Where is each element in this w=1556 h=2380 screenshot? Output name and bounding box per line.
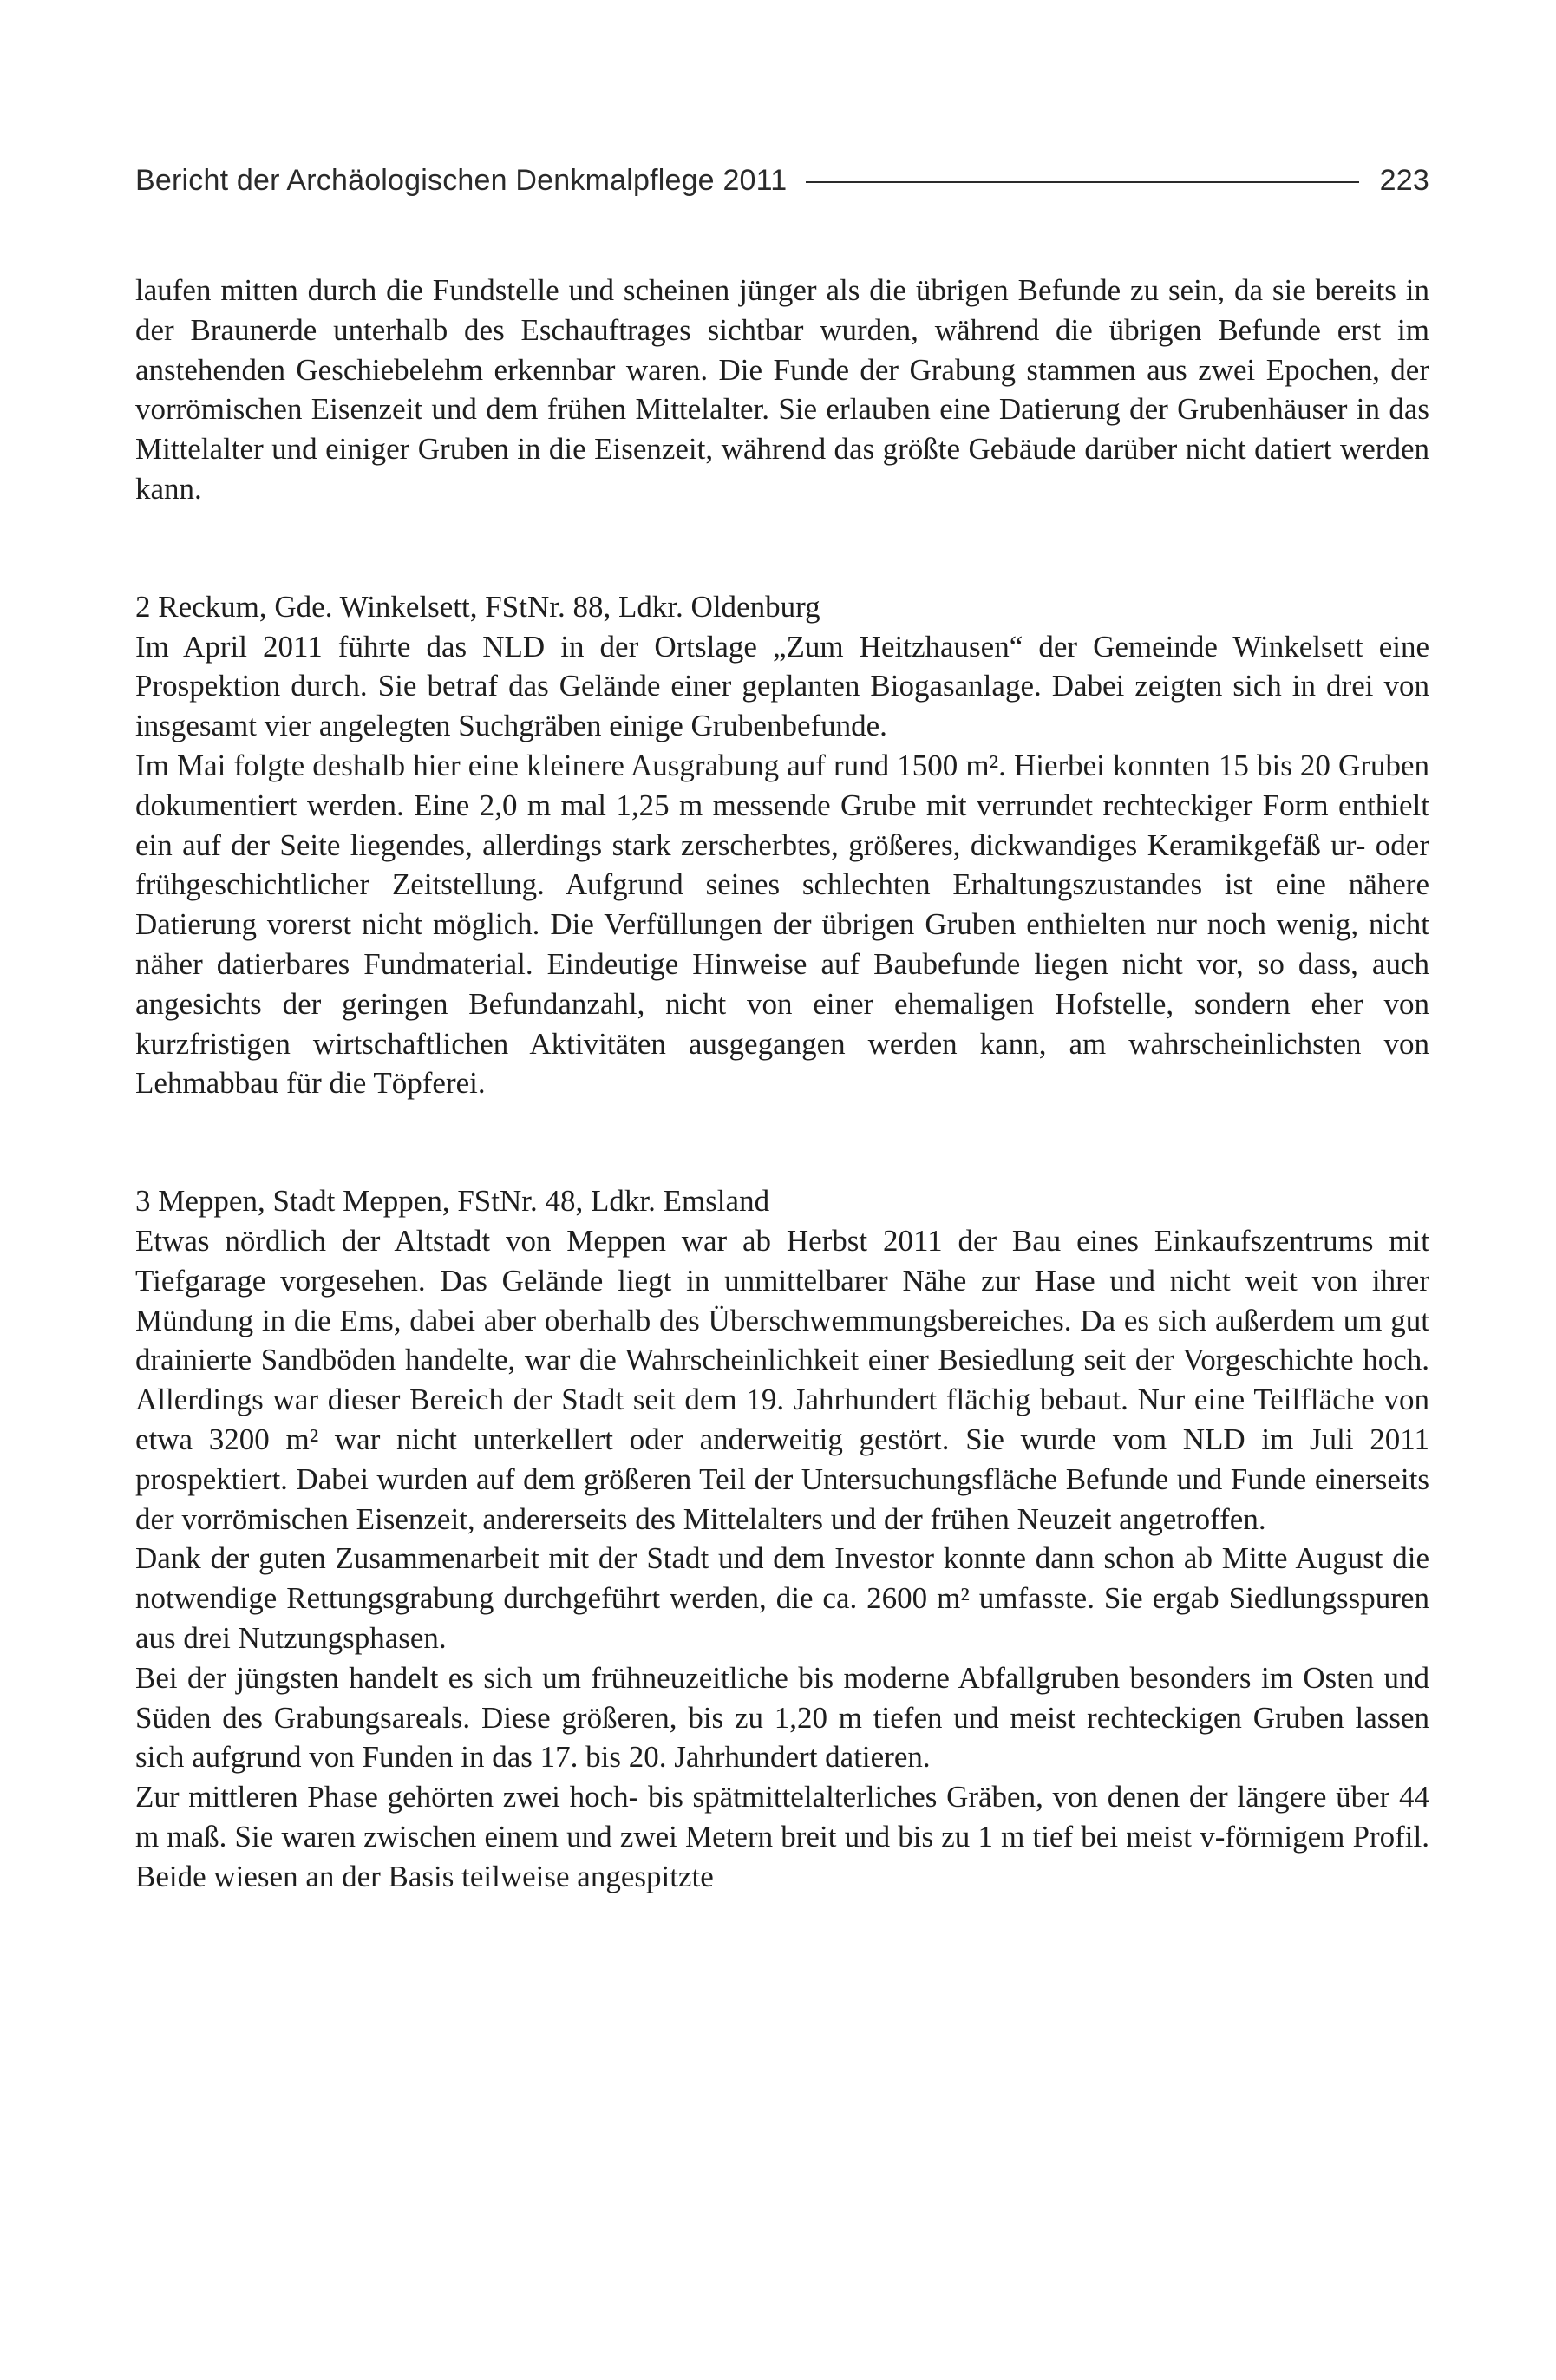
paragraph: Im April 2011 führte das NLD in der Ortslage „Zum Heitzhausen“ der Gemeinde Winkelsett eine Prospektion durch. Sie betraf das Gelände einer geplanten Biogasanlage. Dabei zeigten sich in drei von insgesamt vier angelegten Suchgräben einige Grubenbefunde. bbox=[135, 629, 1429, 743]
paragraph: Etwas nördlich der Altstadt von Meppen war ab Herbst 2011 der Bau eines Einkaufszentrums mit Tiefgarage vorgesehen. Das Gelände liegt in unmittelbarer Nähe zur Hase und nicht weit von ihrer Mündung in die Ems, dabei aber oberhalb des Überschwemmungsbereiches. Da es sich außerdem um gut drainierte Sandböden handelte, war die Wahrscheinlichkeit einer Besiedlung seit der Vorgeschichte hoch. Allerdings war dieser Bereich der Stadt seit dem 19. Jahrhundert flächig bebaut. Nur eine Teilfläche von etwa 3200 m² war nicht unterkellert oder anderweitig gestört. Sie wurde vom NLD im Juli 2011 prospektiert. Dabei wurden auf dem größeren Teil der Untersuchungsfläche Befunde und Funde einerseits der vorrömischen Eisenzeit, andererseits des Mittelalters und der frühen Neuzeit angetroffen. bbox=[135, 1223, 1429, 1536]
paragraph: Zur mittleren Phase gehörten zwei hoch- bis spätmittelalterliches Gräben, von denen der längere über 44 m maß. Sie waren zwischen einem und zwei Metern breit und bis zu 1 m tief bei meist v-förmigem Profil. Beide wiesen an der Basis teilweise angespitzte bbox=[135, 1780, 1429, 1893]
section-heading: 3 Meppen, Stadt Meppen, FStNr. 48, Ldkr. Emsland bbox=[135, 1184, 770, 1219]
section-meppen bbox=[135, 1181, 1429, 1896]
paragraph: Dank der guten Zusammenarbeit mit der Stadt und dem Investor konnte dann schon ab Mitte August die notwendige Rettungsgrabung durchgeführt werden, die ca. 2600 m² umfasste. Sie ergab Siedlungsspuren aus drei Nutzungsphasen. bbox=[135, 1541, 1429, 1655]
header-rule bbox=[806, 181, 1358, 183]
running-header bbox=[135, 159, 1429, 202]
intro-paragraph: laufen mitten durch die Fundstelle und scheinen jünger als die übrigen Befunde zu sein, da sie bereits in der Braunerde unterhalb des Eschauftrages sichtbar wurden, während die übrigen Befunde erst im anstehenden Geschiebelehm erkennbar waren. Die Funde der Grabung stammen aus zwei Epochen, der vorrömischen Eisenzeit und dem frühen Mittelalter. Sie erlauben eine Datierung der Grubenhäuser in das Mittelalter und einiger Gruben in die Eisenzeit, während das größte Gebäude darüber nicht datiert werden kann. bbox=[135, 273, 1429, 506]
page-number: 223 bbox=[1379, 163, 1429, 197]
journal-title: Bericht der Archäologischen Denkmalpflege 2011 bbox=[135, 163, 788, 197]
paragraph: Im Mai folgte deshalb hier eine kleinere Ausgrabung auf rund 1500 m². Hierbei konnten 15 bis 20 Gruben dokumentiert werden. Eine 2,0 m mal 1,25 m messende Grube mit verrundet rechteckiger Form enthielt ein auf der Seite liegendes, allerdings stark zerscherbtes, größeres, dickwandiges Keramikgefäß ur- oder frühgeschichtlicher Zeitstellung. Aufgrund seines schlechten Erhaltungszustandes ist eine nähere Datierung vorerst nicht möglich. Die Verfüllungen der übrigen Gruben enthielten nur noch wenig, nicht näher datierbares Fundmaterial. Eindeutige Hinweise auf Baubefunde liegen nicht vor, so dass, auch angesichts der geringen Befundanzahl, nicht von einer ehemaligen Hofstelle, sondern eher von kurzfristigen wirtschaftlichen Aktivitäten ausgegangen werden kann, am wahrscheinlichsten von Lehmabbau für die Töpferei. bbox=[135, 748, 1429, 1101]
paragraph: Bei der jüngsten handelt es sich um frühneuzeitliche bis moderne Abfallgruben besonders im Osten und Süden des Grabungsareals. Diese größeren, bis zu 1,20 m tiefen und meist rechteckigen Gruben lassen sich aufgrund von Funden in das 17. bis 20. Jahrhundert datieren. bbox=[135, 1660, 1429, 1775]
page bbox=[135, 0, 1429, 2380]
section-reckum bbox=[135, 587, 1429, 1103]
article-body bbox=[135, 271, 1429, 1896]
section-heading: 2 Reckum, Gde. Winkelsett, FStNr. 88, Ldkr. Oldenburg bbox=[135, 589, 820, 624]
